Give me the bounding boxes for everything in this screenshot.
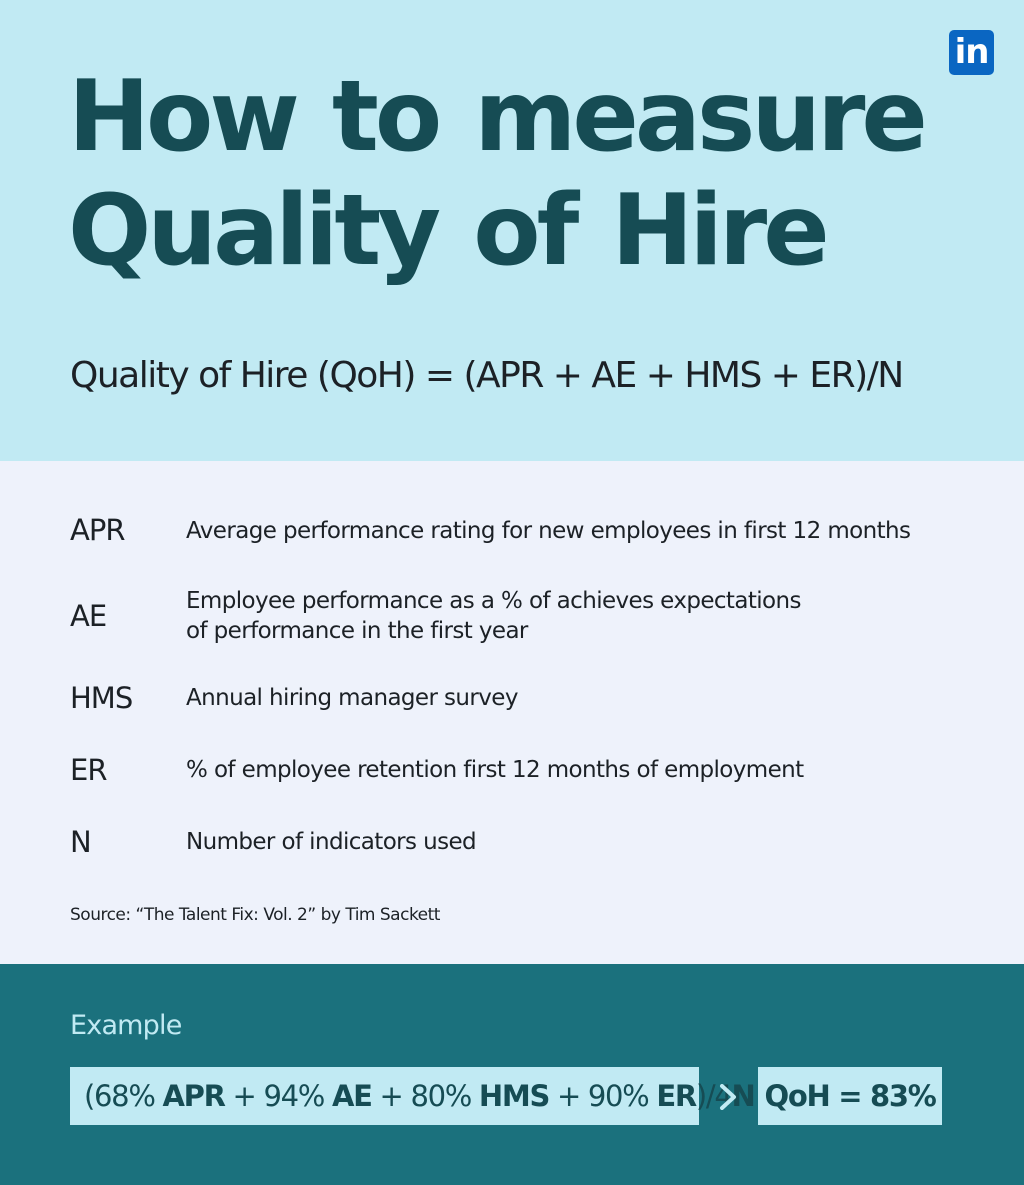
calc-er: ER xyxy=(656,1079,696,1113)
source-citation: Source: “The Talent Fix: Vol. 2” by Tim Sackett xyxy=(70,905,440,925)
calc-hms: HMS xyxy=(478,1079,550,1113)
definition-abbr: HMS xyxy=(70,681,133,715)
linkedin-logo-icon: in xyxy=(949,30,994,75)
definition-abbr: APR xyxy=(70,513,125,547)
calc-open: (68% xyxy=(84,1079,163,1113)
calc-plus-hms: + 80% xyxy=(371,1079,479,1113)
calc-apr: APR xyxy=(162,1079,225,1113)
definitions-section xyxy=(0,461,1024,964)
qoh-formula: Quality of Hire (QoH) = (APR + AE + HMS + ER)/N xyxy=(70,355,903,396)
calc-plus-ae: + 94% xyxy=(224,1079,332,1113)
definition-abbr: AE xyxy=(70,599,107,633)
title-line-2: Quality of Hire xyxy=(68,174,826,288)
definition-description: Number of indicators used xyxy=(186,829,477,855)
calc-close: )/4 xyxy=(695,1079,732,1113)
header-section xyxy=(0,0,1024,461)
definition-abbr: ER xyxy=(70,753,107,787)
example-section xyxy=(0,964,1024,1185)
calc-n: N xyxy=(731,1079,755,1113)
calc-ae: AE xyxy=(331,1079,372,1113)
example-label: Example xyxy=(70,1010,182,1041)
definition-description: Annual hiring manager survey xyxy=(186,685,518,711)
definition-abbr: N xyxy=(70,825,91,859)
definition-description: Employee performance as a % of achieves expectations of performance in the first year xyxy=(186,588,801,644)
example-result: QoH = 83% xyxy=(758,1067,942,1125)
chevron-right-icon xyxy=(718,1084,740,1110)
title-line-1: How to measure xyxy=(68,60,924,174)
definition-description: % of employee retention first 12 months of employment xyxy=(186,757,804,783)
calc-plus-er: + 90% xyxy=(549,1079,657,1113)
example-calculation xyxy=(70,1067,755,1125)
definition-description: Average performance rating for new employees in first 12 months xyxy=(186,518,911,544)
page-title xyxy=(68,60,924,288)
